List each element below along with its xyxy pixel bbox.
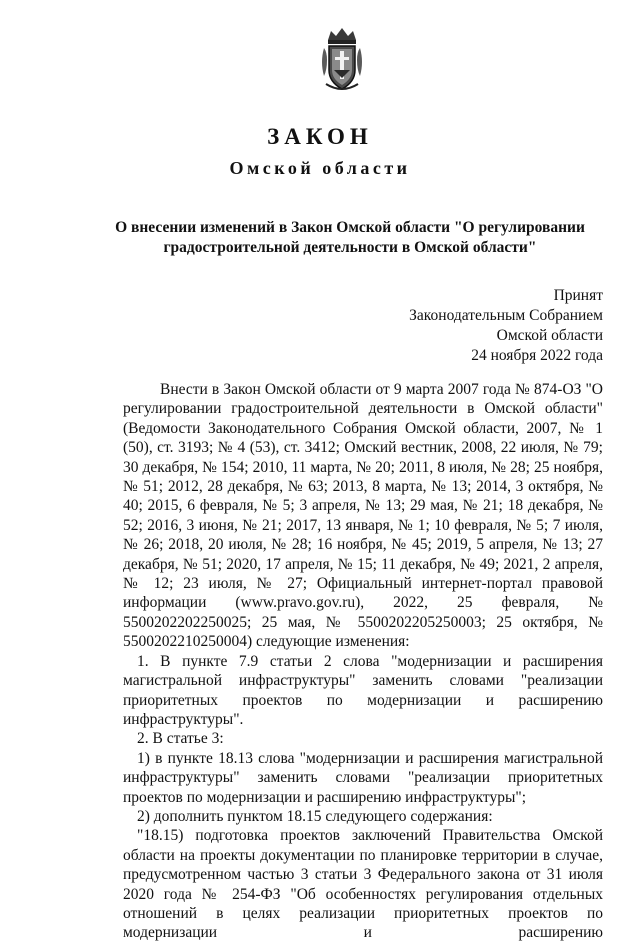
region-title: Омской области [229, 158, 411, 178]
article-subitem: 1) в пункте 18.13 слова "модернизации и расширения магистральной инфраструктуры" заменить словами "реализации приоритетных проектов по модернизации и расширению инфраструктуры"; [123, 749, 603, 806]
omsk-coat-of-arms-icon [318, 26, 366, 94]
adoption-line: Законодательным Собранием [409, 307, 603, 324]
law-subject-line: О внесении изменений в Закон Омской области "О регулировании [115, 219, 585, 236]
adoption-date: 24 ноября 2022 года [471, 347, 603, 364]
adoption-block [343, 286, 603, 366]
article-subitem: 2) дополнить пунктом 18.15 следующего содержания: [137, 807, 493, 825]
law-subject [100, 218, 600, 258]
law-title: ЗАКОН [267, 124, 373, 149]
article-item: 1. В пункте 7.9 статьи 2 слова "модернизации и расширения магистральной инфраструктуры" заменить словами "реализации приоритетных проектов по модернизации и расширению инфраструктуры". [123, 652, 603, 728]
article-quote: "18.15) подготовка проектов заключений Правительства Омской области на проекты документации по планировке территории в случае, предусмотренном частью 3 статьи 3 Федерального закона от 31 июля 2020 года № 254-ФЗ "Об особенностях регулирования отдельных отношений в целях реализации приоритетных проектов по модернизации и расширению [123, 827, 603, 942]
adoption-line: Омской области [496, 327, 603, 344]
intro-paragraph: Внести в Закон Омской области от 9 марта 2007 года № 874-ОЗ "О регулировании градостроительной деятельности в Омской области" (Ведомости Законодательного Собрания Омской области, 2007, № 1 (50), ст. 3193; № 4 (53), ст. 3412; Омский вестник, 2008, 22 июля, № 79; 30 декабря, № 154; 2010, 11 марта, № 20; 2011, 8 июля, № 28; 25 ноября, № 51; 2012, 28 декабря, № 63; 2013, 8 марта, № 13; 2014, 3 октября, № 40; 2015, 6 февраля, № 5; 3 апреля, № 13; 29 мая, № 21; 18 декабря, № 52; 2016, 3 июня, № 21; 2017, 13 января, № 1; 10 февраля, № 5; 7 июля, № 26; 2018, 20 июля, № 28; 16 ноября, № 45; 2019, 5 апреля, № 13; 27 декабря, № 51; 2020, 17 апреля, № 15; 11 декабря, № 49; 2021, 2 апреля, № 12; 23 июля, № 27; Официальный интернет-портал правовой информации (www.pravo.gov.ru), 2022, 25 февраля, № 5500202202250025; 25 мая, № 5500202205250003; 25 октября, № 5500202210250004) следующие изменения: [123, 381, 603, 651]
adoption-line: Принят [553, 287, 603, 304]
law-body [123, 380, 603, 943]
law-subject-line: градостроительной деятельности в Омской области" [163, 239, 537, 256]
article-item: 2. В статье 3: [137, 730, 224, 748]
